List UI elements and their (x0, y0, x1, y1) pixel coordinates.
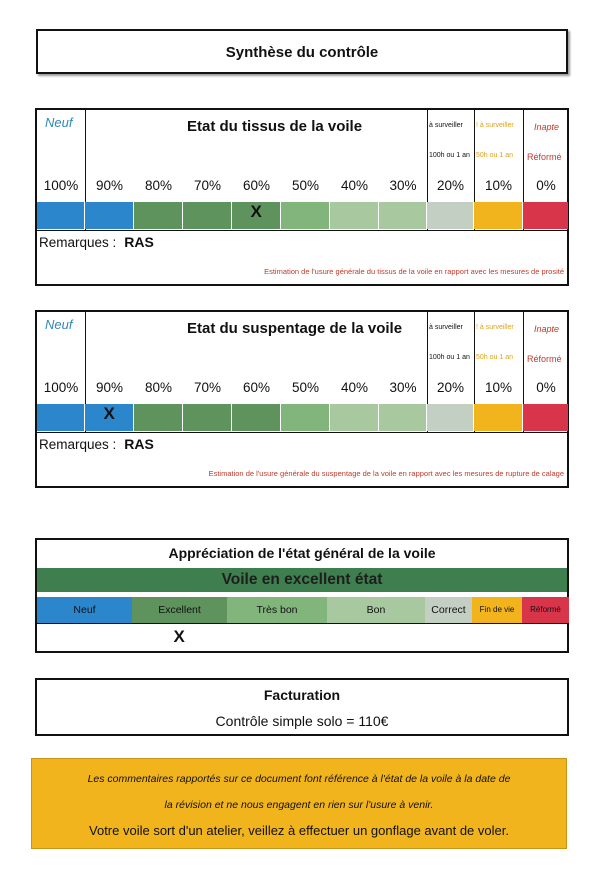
scale-cell (427, 404, 473, 431)
label-interval-10: 50h ou 1 an (476, 354, 513, 361)
facturation-line: Contrôle simple solo = 110€ (215, 713, 389, 729)
scale-cell (281, 202, 329, 229)
scale-cell (134, 404, 182, 431)
label-inapte: Inapte (534, 122, 560, 132)
scale-cell (37, 404, 84, 431)
category-segment: Excellent (132, 597, 227, 623)
condition-mark: X (103, 404, 115, 423)
estimation-note: Estimation de l'usure générale du tissus de la voile en rapport avec les mesures de prosité (264, 267, 564, 276)
percentage-label: 0% (536, 380, 556, 395)
note-line-2: la révision et ne nous engagent en rien sur l'usure à venir. (164, 799, 434, 811)
label-interval-20: 100h ou 1 an (429, 152, 470, 159)
neuf-label: Neuf (45, 115, 73, 130)
appreciation-panel (35, 538, 569, 653)
percentage-label: 60% (242, 178, 271, 193)
percentage-label: 30% (389, 178, 417, 193)
divider (37, 230, 567, 231)
percentage-label: 80% (144, 178, 173, 193)
neuf-label: Neuf (45, 317, 73, 332)
category-segment: Fin de vie (472, 597, 522, 623)
label-a-surveiller: à surveiller (429, 122, 463, 129)
percentage-label: 50% (291, 380, 320, 395)
percentage-label: 90% (95, 178, 124, 193)
suspentage-panel (35, 310, 569, 488)
scale-cell (134, 202, 182, 229)
scale-cell (427, 202, 473, 229)
percentage-label: 100% (43, 178, 79, 193)
percentage-label: 100% (43, 380, 79, 395)
scale-cell (474, 404, 522, 431)
scale-cell (37, 202, 84, 229)
percentage-label: 30% (389, 380, 417, 395)
label-a-surveiller: à surveiller (429, 324, 463, 331)
disclaimer-note (31, 758, 567, 849)
panel-title: Etat du tissus de la voile (187, 118, 363, 135)
remarks-label: Remarques : (39, 235, 117, 250)
scale-cell (85, 202, 133, 229)
percentage-label: 40% (340, 178, 369, 193)
tissus-panel (35, 108, 569, 286)
percentage-label: 90% (95, 380, 124, 395)
remarks-value: RAS (124, 436, 154, 452)
remarks-value: RAS (124, 234, 154, 250)
category-segment: Réformé (522, 597, 569, 623)
panel-title: Etat du suspentage de la voile (187, 320, 403, 337)
estimation-note: Estimation de l'usure générale du suspentage de la voile en rapport avec les mesures de rupture de calage (208, 469, 564, 478)
label-interval-20: 100h ou 1 an (429, 354, 470, 361)
category-segment: Correct (425, 597, 472, 623)
scale-cell (330, 404, 378, 431)
label-a-surveiller-2: ! à surveiller (476, 324, 514, 331)
percentage-label: 10% (484, 178, 513, 193)
divider (37, 432, 567, 433)
remarks-label: Remarques : (39, 437, 117, 452)
percentage-label: 50% (291, 178, 320, 193)
percentage-label: 70% (193, 380, 222, 395)
scale-cell (281, 404, 329, 431)
category-segment: Très bon (227, 597, 327, 623)
page-title: Synthèse du contrôle (225, 44, 379, 61)
page-title-box (36, 29, 568, 74)
divider (37, 623, 567, 624)
scale-cell (330, 202, 378, 229)
label-reforme: Réformé (527, 354, 562, 364)
note-line-1: Les commentaires rapportés sur ce document font référence à l'état de la voile à la date de (87, 773, 511, 785)
label-inapte: Inapte (534, 324, 560, 334)
scale-cell (379, 202, 426, 229)
condition-mark: X (250, 202, 262, 221)
percentage-label: 40% (340, 380, 369, 395)
percentage-label: 0% (536, 178, 556, 193)
percentage-label: 10% (484, 380, 513, 395)
facturation-box (35, 678, 569, 736)
label-reforme: Réformé (527, 152, 562, 162)
category-segment: Bon (327, 597, 425, 623)
remarks (39, 436, 154, 452)
scale-cell (523, 202, 568, 229)
note-line-3: Votre voile sort d'un atelier, veillez à effectuer un gonflage avant de voler. (89, 823, 509, 838)
percentage-label: 60% (242, 380, 271, 395)
percentage-label: 20% (436, 178, 465, 193)
appreciation-mark: X (173, 627, 185, 646)
appreciation-title: Appréciation de l'état général de la voile (168, 545, 436, 561)
facturation-title: Facturation (263, 687, 341, 703)
label-interval-10: 50h ou 1 an (476, 152, 513, 159)
scale-cell (183, 404, 231, 431)
scale-cell (183, 202, 231, 229)
appreciation-banner: Voile en excellent état (37, 568, 567, 592)
scale-cell (232, 404, 280, 431)
scale-cell (379, 404, 426, 431)
remarks (39, 234, 154, 250)
percentage-label: 80% (144, 380, 173, 395)
scale-cell (474, 202, 522, 229)
label-a-surveiller-2: ! à surveiller (476, 122, 514, 129)
scale-cell (523, 404, 568, 431)
percentage-label: 70% (193, 178, 222, 193)
category-segment: Neuf (37, 597, 132, 623)
percentage-label: 20% (436, 380, 465, 395)
